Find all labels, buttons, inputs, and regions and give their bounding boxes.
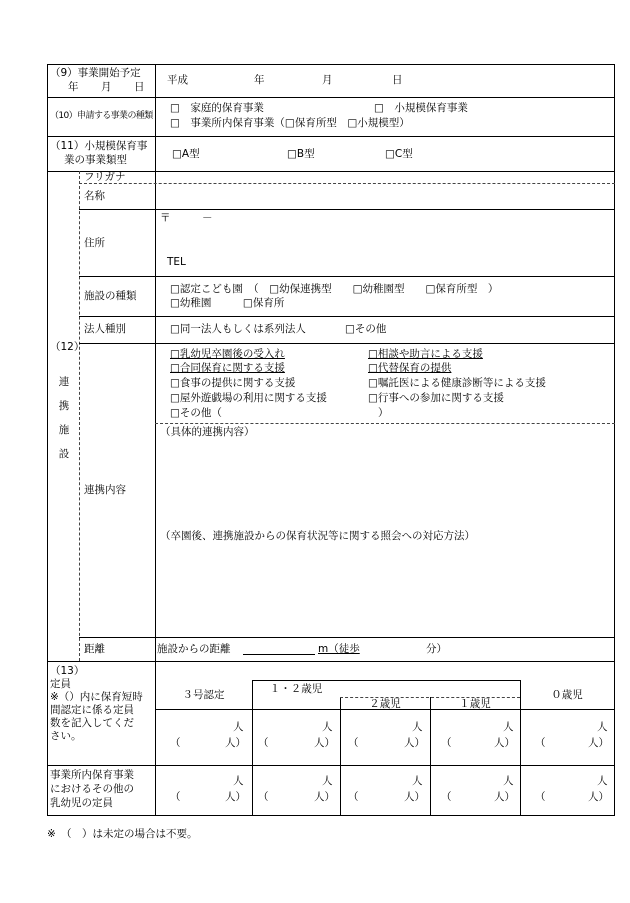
row-sep-9-10 xyxy=(47,97,615,98)
coop-item-joint-care[interactable]: □合同保育に関する支援 xyxy=(170,362,285,374)
sep-furigana xyxy=(79,183,615,184)
coop-item-health-check[interactable]: □嘱託医による健康診断等による支援 xyxy=(368,377,546,389)
col-age-1-2: １・２歳児 xyxy=(269,683,323,695)
distance-text: 施設からの距離 xyxy=(157,643,231,655)
name-label: 名称 xyxy=(84,190,105,202)
row13-label-note3: 数を記入してくだ xyxy=(50,717,134,729)
corp-opt-other[interactable]: □その他 xyxy=(345,323,387,335)
postal-code: 〒 － xyxy=(160,212,213,224)
table-top-border xyxy=(47,64,615,65)
row9-day: 日 xyxy=(392,74,403,86)
row11-type-b[interactable]: □B型 xyxy=(287,148,315,160)
coop-item-other[interactable]: □その他（ xyxy=(170,407,222,419)
cap-cert3-paren-open: （ xyxy=(170,737,181,749)
row10-opt-small[interactable]: □ 小規模保育事業 xyxy=(374,102,468,114)
after-grad-inquiry-label: （卒園後、連携施設からの保育状況等に関する照会への対応方法） xyxy=(160,530,475,542)
oth-age1-paren-close: 人） xyxy=(494,791,515,803)
facility-opts-line1[interactable]: □認定こども園 （ □幼保連携型 □幼稚園型 □保育所型 ） xyxy=(170,283,499,295)
coop-item-after-grad[interactable]: □乳幼児卒園後の受入れ xyxy=(170,348,285,360)
distance-minutes: 分） xyxy=(426,643,447,655)
coop-item-substitute[interactable]: □代替保育の提供 xyxy=(368,362,452,374)
row10-opt-workplace[interactable]: □ 事業所内保育事業（□保育所型 □小規模型） xyxy=(170,117,410,129)
oth-age12-unit: 人 xyxy=(322,775,333,787)
row13-label-note2: 間認定に係る定員 xyxy=(50,704,134,716)
facility-opts-line2[interactable]: □幼稚園 □保育所 xyxy=(170,297,285,309)
furigana-label: フリガナ xyxy=(84,171,126,183)
row13-label-divider xyxy=(155,661,156,816)
table-bottom-border xyxy=(47,815,615,816)
row13-label-note1: ※（）内に保育短時 xyxy=(50,691,143,703)
cap-age12-unit: 人 xyxy=(322,721,333,733)
row12-vertical-char-2: 携 xyxy=(58,400,70,412)
col-age-1: １歳児 xyxy=(459,698,491,710)
row13-label xyxy=(50,665,143,743)
col-cert3: ３号認定 xyxy=(182,689,225,701)
coop-item-advice[interactable]: □相談や助言による支援 xyxy=(368,348,483,360)
oth-age0-paren-open: （ xyxy=(535,791,546,803)
sep-distance xyxy=(79,637,615,638)
row13-col-div-1 xyxy=(252,680,253,816)
coop-content-label: 連携内容 xyxy=(84,484,126,496)
row13-label-capacity: 定員 xyxy=(50,678,71,690)
row9-year: 年 xyxy=(254,74,265,86)
other-label-line3: 乳幼児の定員 xyxy=(50,797,113,809)
row13-label-num: （13） xyxy=(50,665,85,677)
row12-vertical-title xyxy=(56,370,72,466)
row12-label-divider xyxy=(155,171,156,661)
label-divider-top xyxy=(155,64,156,171)
sep-facility-type xyxy=(79,316,615,317)
row9-month: 月 xyxy=(322,74,333,86)
distance-unit: m（徒歩 xyxy=(318,643,360,655)
cap-age0-paren-close: 人） xyxy=(588,737,609,749)
oth-age2-paren-open: （ xyxy=(348,791,359,803)
other-label-line2: におけるその他の xyxy=(50,783,134,795)
row12-vertical-char-4: 設 xyxy=(58,448,70,460)
row12-vertical-char-3: 施 xyxy=(58,424,70,436)
coop-detail-label: （具体的連携内容） xyxy=(160,426,255,438)
row13-label-note4: さい。 xyxy=(50,730,82,742)
oth-age2-paren-close: 人） xyxy=(404,791,425,803)
row11-label-line2: 業の事業類型 xyxy=(64,154,127,166)
row9-label-line1: （9）事業開始予定 xyxy=(50,67,141,79)
corp-opt-same[interactable]: □同一法人もしくは系列法人 xyxy=(170,323,306,335)
oth-cert3-paren-open: （ xyxy=(170,791,181,803)
row10-label: （10）申請する事業の種類 xyxy=(50,111,153,121)
cap-age12-paren-open: （ xyxy=(258,737,269,749)
oth-age12-paren-open: （ xyxy=(258,791,269,803)
row11-type-a[interactable]: □A型 xyxy=(172,148,200,160)
sep-name xyxy=(79,209,615,210)
cap-age2-paren-close: 人） xyxy=(404,737,425,749)
cap-age2-paren-open: （ xyxy=(348,737,359,749)
oth-age12-paren-close: 人） xyxy=(314,791,335,803)
row-sep-11-12 xyxy=(47,171,615,172)
row13-col-div-2 xyxy=(340,697,341,816)
oth-age0-paren-close: 人） xyxy=(588,791,609,803)
oth-age2-unit: 人 xyxy=(412,775,423,787)
cap-age1-unit: 人 xyxy=(503,721,514,733)
corp-type-label: 法人種別 xyxy=(84,323,126,335)
cap-age0-unit: 人 xyxy=(597,721,608,733)
row9-label-line2: 年 月 日 xyxy=(68,81,151,93)
row-sep-10-11 xyxy=(47,136,615,137)
cap-age0-paren-open: （ xyxy=(535,737,546,749)
col-age-0: ０歳児 xyxy=(551,689,583,701)
table-left-border xyxy=(47,64,48,816)
coop-item-events[interactable]: □行事への参加に関する支援 xyxy=(368,392,504,404)
oth-cert3-paren-close: 人） xyxy=(225,791,246,803)
coop-item-meals[interactable]: □食事の提供に関する支援 xyxy=(170,377,296,389)
row10-opt-home[interactable]: □ 家庭的保育事業 xyxy=(170,102,264,114)
coop-item-playground[interactable]: □屋外遊戯場の利用に関する支援 xyxy=(170,392,327,404)
facility-type-label: 施設の種類 xyxy=(84,290,137,302)
other-label-line1: 事業所内保育事業 xyxy=(50,769,134,781)
row12-vertical-char-1: 連 xyxy=(58,376,70,388)
row12-num: （12） xyxy=(50,341,85,353)
row13-sep-other xyxy=(47,765,615,766)
other-capacity-label xyxy=(50,768,134,810)
distance-underline[interactable] xyxy=(243,654,315,655)
distance-label: 距離 xyxy=(84,643,105,655)
row13-col-div-3 xyxy=(430,697,431,816)
cap-age1-paren-open: （ xyxy=(441,737,452,749)
row13-sep-age12 xyxy=(252,680,520,681)
tel-label: TEL xyxy=(167,256,186,268)
row-sep-12-13 xyxy=(47,661,615,662)
row11-type-c[interactable]: □C型 xyxy=(385,148,413,160)
cap-age2-unit: 人 xyxy=(412,721,423,733)
col-age-2: ２歳児 xyxy=(369,698,401,710)
footnote: ※ （ ）は未定の場合は不要。 xyxy=(47,828,198,840)
oth-age1-unit: 人 xyxy=(503,775,514,787)
cap-cert3-unit: 人 xyxy=(233,721,244,733)
address-label: 住所 xyxy=(84,237,105,249)
cap-age12-paren-close: 人） xyxy=(314,737,335,749)
sep-corp-type xyxy=(79,343,615,344)
row12-num-divider xyxy=(79,171,80,661)
oth-cert3-unit: 人 xyxy=(233,775,244,787)
cap-age1-paren-close: 人） xyxy=(494,737,515,749)
oth-age1-paren-open: （ xyxy=(441,791,452,803)
sep-address xyxy=(79,276,615,277)
oth-age0-unit: 人 xyxy=(597,775,608,787)
table-right-border xyxy=(614,64,615,816)
row11-label-line1: （11）小規模保育事 xyxy=(50,140,148,152)
cap-cert3-paren-close: 人） xyxy=(225,737,246,749)
row9-era: 平成 xyxy=(167,74,188,86)
coop-item-other-close: ） xyxy=(378,407,389,419)
sep-coop-detail xyxy=(155,423,615,424)
